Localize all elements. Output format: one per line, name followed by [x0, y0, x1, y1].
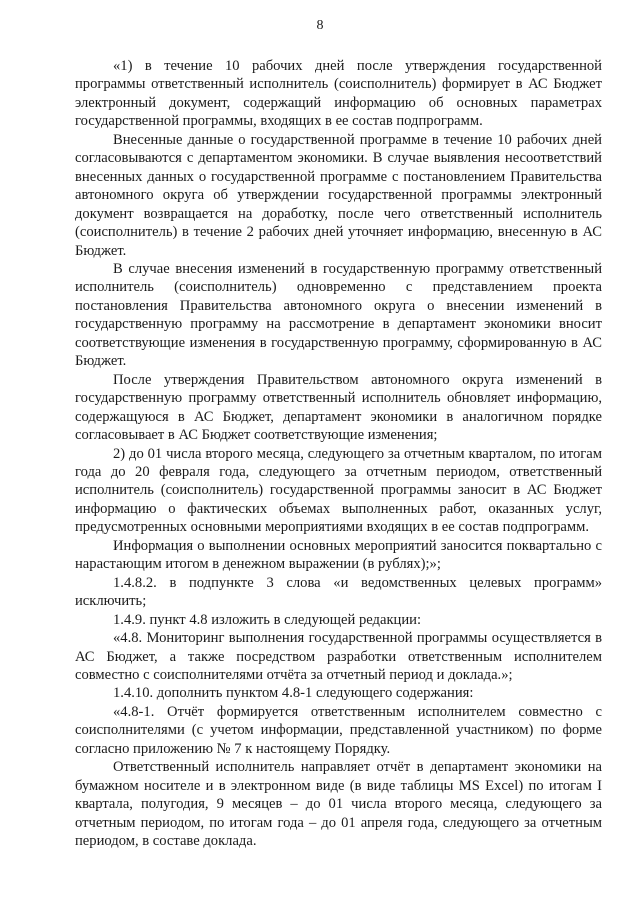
paragraph: Информация о выполнении основных мероприятий заносится поквартально с нарастающим итогом в денежном выражении (в рублях);»;: [75, 537, 602, 573]
paragraph: 1.4.9. пункт 4.8 изложить в следующей редакции:: [113, 611, 422, 628]
paragraph: 1.4.10. дополнить пунктом 4.8-1 следующего содержания:: [113, 685, 474, 702]
paragraph: 1.4.8.2. в подпункте 3 слова «и ведомственных целевых программ» исключить;: [75, 574, 602, 610]
paragraph: «4.8. Мониторинг выполнения государственной программы осуществляется в АС Бюджет, а также посредством разработки ответственным исполнителем совместно с соисполнителями отчёта за отчетный период и доклада.»;: [75, 630, 602, 683]
paragraph: «1) в течение 10 рабочих дней после утверждения государственной программы ответственный исполнитель (соисполнитель) формирует в АС Бюджет электронный документ, содержащий информацию об основных параметрах государственной программы, входящих в ее состав подпрограмм.: [75, 58, 602, 130]
page-number: 8: [316, 18, 324, 33]
paragraph: Внесенные данные о государственной программе в течение 10 рабочих дней согласовываются с департаментом экономики. В случае выявления несоответствий внесенных данных о государственной программе с постановлением Правительства автономного округа об утверждении государственной программы электронный документ возвращается на доработку, после чего ответственный исполнитель (соисполнитель) в течение 2 рабочих дней уточняет информацию, внесенную в АС Бюджет.: [75, 131, 602, 259]
paragraph: В случае внесения изменений в государственную программу ответственный исполнитель (соисполнитель) одновременно с представлением проекта постановления Правительства автономного округа о внесении изменений в государственную программу на рассмотрение в департамент экономики вносит соответствующие изменения в государственную программу, сформированную в АС Бюджет.: [75, 260, 602, 370]
paragraph: 2) до 01 числа второго месяца, следующего за отчетным кварталом, по итогам года до 20 февраля года, следующего за отчетным периодом, ответственный исполнитель (соисполнитель) государственной программы заносит в АС Бюджет информацию о фактических объемах выполненных работ, оказанных услуг, предусмотренных основными мероприятиями входящих в ее состав подпрограмм.: [75, 445, 602, 536]
paragraph: После утверждения Правительством автономного округа изменений в государственную программу ответственный исполнитель обновляет информацию, содержащуюся в АС Бюджет, департамент экономики в аналогичном порядке согласовывает в АС Бюджет соответствующие изменения;: [75, 371, 602, 444]
document-body: [75, 57, 602, 850]
paragraph: «4.8-1. Отчёт формируется ответственным исполнителем совместно с соисполнителями (с учетом информации, представленной участником) по форме согласно приложению № 7 к настоящему Порядку.: [75, 703, 602, 757]
paragraph: Ответственный исполнитель направляет отчёт в департамент экономики на бумажном носителе и в электронном виде (в виде таблицы MS Excel) по итогам I квартала, полугодия, 9 месяцев – до 01 числа второго месяца, следующего за отчетным периодом, по итогам года – до 01 апреля года, следующего за отчетным периодом, в составе доклада.: [75, 759, 602, 850]
